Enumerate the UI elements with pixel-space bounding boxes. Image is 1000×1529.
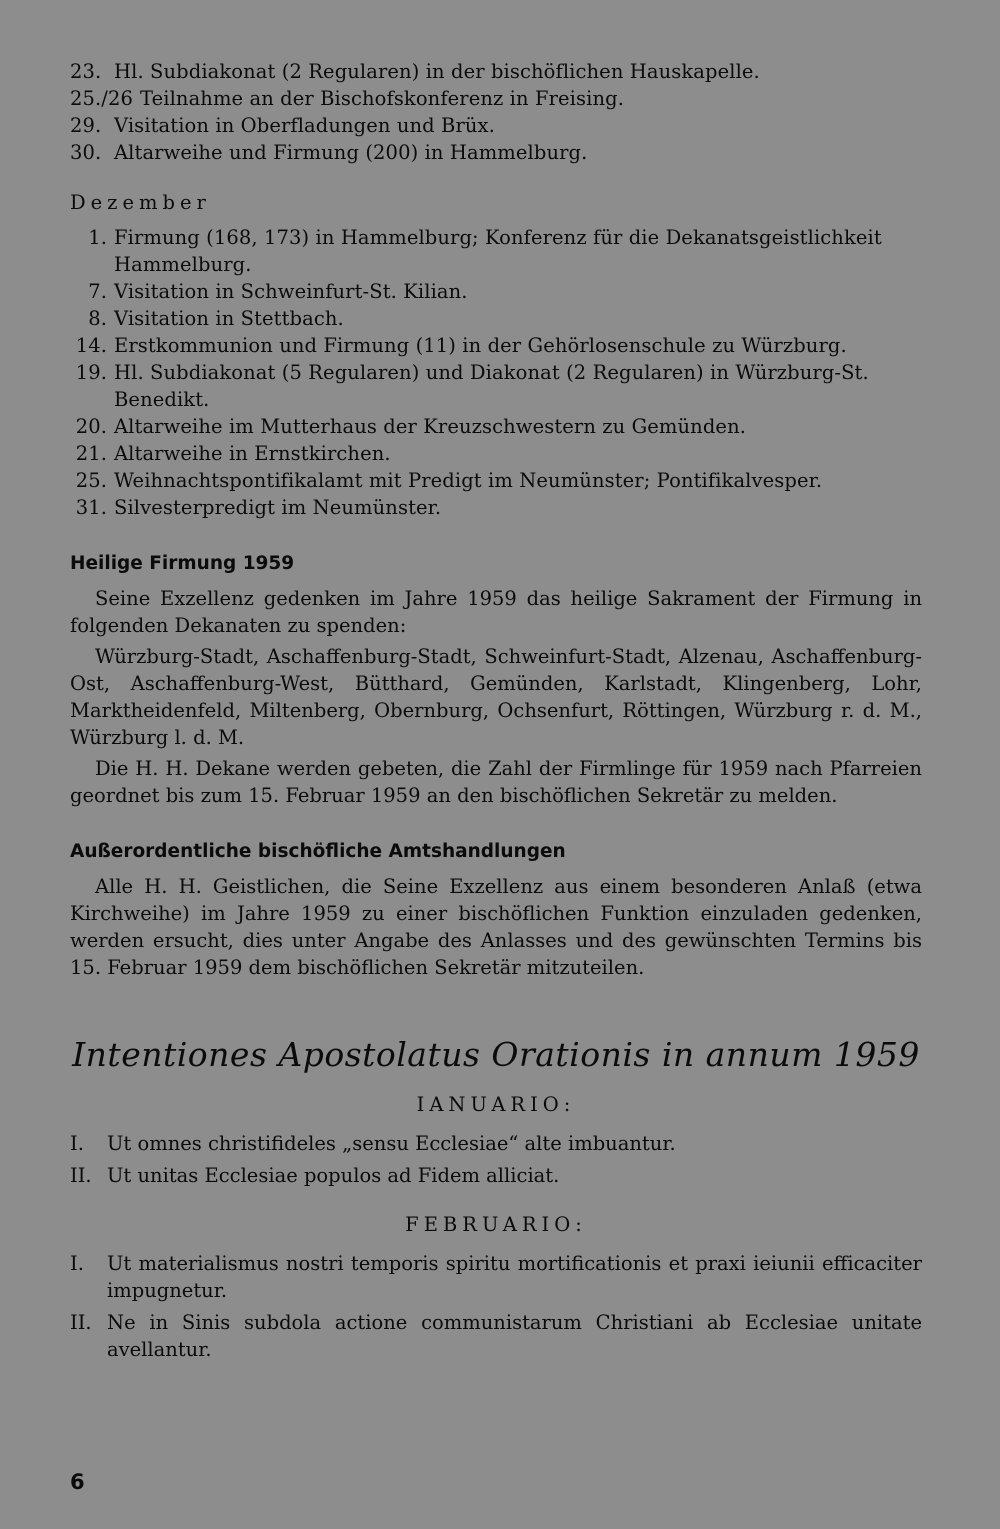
entry-text: Silvesterpredigt im Neumünster.	[114, 496, 442, 519]
list-item	[70, 1130, 922, 1157]
entry-number: 31.	[75, 496, 107, 519]
entry-number: 19.	[75, 361, 107, 384]
page-number: 6	[70, 1470, 85, 1494]
entry-number: 20.	[75, 415, 107, 438]
list-item	[70, 494, 922, 521]
list-item	[70, 413, 922, 440]
entry-number: II.	[70, 1311, 92, 1334]
list-item	[70, 139, 922, 166]
page-content	[70, 58, 922, 1368]
list-item	[70, 224, 922, 278]
entry-number: 25.	[75, 469, 107, 492]
list-item	[70, 112, 922, 139]
section-heading-firmung: Heilige Firmung 1959	[70, 553, 295, 574]
entry-text: Ut unitas Ecclesiae populos ad Fidem alliciat.	[107, 1164, 560, 1187]
list-item	[70, 278, 922, 305]
entry-number: II.	[70, 1164, 92, 1187]
entry-number: 14.	[75, 334, 107, 357]
entry-number: I.	[70, 1132, 84, 1155]
entry-text: Altarweihe in Ernstkirchen.	[114, 442, 391, 465]
month-heading: Dezember	[70, 191, 211, 214]
entry-text: Ne in Sinis subdola actione communistarum Christiani ab Ecclesiae unitate avellantur.	[107, 1311, 922, 1361]
entry-text: Hl. Subdiakonat (5 Regularen) und Diakonat (2 Regularen) in Würzburg-St. Benedikt.	[114, 361, 869, 411]
entry-text: Weihnachtspontifikalamt mit Predigt im Neumünster; Pontifikalvesper.	[114, 469, 823, 492]
entry-number: I.	[70, 1252, 84, 1275]
entry-number: 23.	[70, 60, 102, 83]
list-item	[70, 359, 922, 413]
entry-number: 1.	[88, 226, 107, 249]
intentiones-title: Intentiones Apostolatus Orationis in annum 1959	[72, 1035, 920, 1074]
firmung-paragraph: Seine Exzellenz gedenken im Jahre 1959 das heilige Sakrament der Firmung in folgenden Dekanaten zu spenden:	[70, 587, 922, 637]
amtshandlungen-paragraph: Alle H. H. Geistlichen, die Seine Exzellenz aus einem besonderen Anlaß (etwa Kirchweihe) im Jahre 1959 zu einer bischöflichen Funktion einzuladen gedenken, werden ersucht, dies unter Angabe des Anlasses und des gewünschten Termins bis 15. Februar 1959 dem bischöflichen Sekretär mitzuteilen.	[70, 875, 922, 979]
list-item	[70, 1162, 922, 1189]
list-item	[70, 85, 922, 112]
entry-number: 8.	[88, 307, 107, 330]
section-heading-amtshandlungen: Außerordentliche bischöfliche Amtshandlungen	[70, 841, 566, 862]
entry-number: 29.	[70, 114, 102, 137]
entry-number: 7.	[88, 280, 107, 303]
list-item	[70, 440, 922, 467]
december-list	[70, 224, 922, 521]
list-item	[70, 332, 922, 359]
list-item	[70, 1250, 922, 1304]
november-list	[70, 58, 922, 166]
entry-number: 25./26	[70, 87, 133, 110]
list-item	[70, 58, 922, 85]
month-heading: IANUARIO:	[416, 1093, 576, 1116]
list-item	[70, 467, 922, 494]
entry-text: Visitation in Oberfladungen und Brüx.	[114, 114, 495, 137]
entry-number: 30.	[70, 141, 102, 164]
month-heading: FEBRUARIO:	[405, 1213, 587, 1236]
entry-text: Visitation in Schweinfurt-St. Kilian.	[114, 280, 468, 303]
entry-text: Ut omnes christifideles „sensu Ecclesiae“ alte imbuantur.	[107, 1132, 676, 1155]
entry-text: Visitation in Stettbach.	[114, 307, 344, 330]
entry-text: Ut materialismus nostri temporis spiritu mortificationis et praxi ieiunii efficaciter impugnetur.	[107, 1252, 922, 1302]
entry-number: 21.	[75, 442, 107, 465]
entry-text: Teilnahme an der Bischofskonferenz in Freising.	[140, 87, 624, 110]
list-item	[70, 305, 922, 332]
entry-text: Erstkommunion und Firmung (11) in der Gehörlosenschule zu Würzburg.	[114, 334, 847, 357]
entry-text: Hl. Subdiakonat (2 Regularen) in der bischöflichen Hauskapelle.	[114, 60, 760, 83]
entry-text: Altarweihe im Mutterhaus der Kreuzschwestern zu Gemünden.	[114, 415, 747, 438]
firmung-paragraph: Die H. H. Dekane werden gebeten, die Zahl der Firmlinge für 1959 nach Pfarreien geordnet bis zum 15. Februar 1959 an den bischöflichen Sekretär zu melden.	[70, 757, 922, 807]
firmung-paragraph: Würzburg-Stadt, Aschaffenburg-Stadt, Schweinfurt-Stadt, Alzenau, Aschaffenburg-Ost, Aschaffenburg-West, Bütthard, Gemünden, Karlstadt, Klingenberg, Lohr, Marktheidenfeld, Miltenberg, Obernburg, Ochsenfurt, Röttingen, Würzburg r. d. M., Würzburg l. d. M.	[70, 645, 922, 749]
entry-text: Altarweihe und Firmung (200) in Hammelburg.	[114, 141, 588, 164]
list-item	[70, 1309, 922, 1363]
entry-text: Firmung (168, 173) in Hammelburg; Konferenz für die Dekanatsgeistlichkeit Hammelburg.	[114, 226, 882, 276]
